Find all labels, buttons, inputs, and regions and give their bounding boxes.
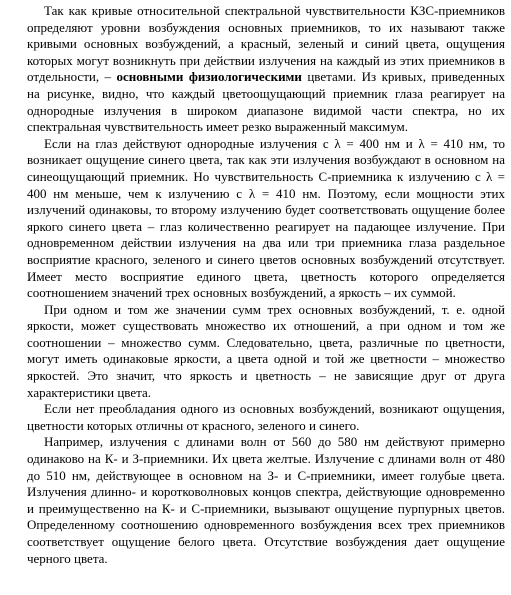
paragraph-1-text-start: Так как кривые относительной спектральной чувствительности КЗС-приемников определяют уровни возбуждения основных приемников, то их называют также кривыми основных возбуждений, а красный, зеленый и синий цвета, ощущения которых могут возникнуть при действии излучения на каждый из этих приемников в отдельности, – bbox=[27, 3, 505, 85]
paragraph-1-text-end: цветами. Из кривых, приведенных на рисунке, видно, что каждый цветоощущающий приемник глаза реагирует на однородные излучения в широком диапазоне видимой части спектра, но их спектральная чувствительность имеет резко выраженный максимум. bbox=[27, 69, 506, 135]
paragraph-2: Если на глаз действуют однородные излучения с λ = 400 нм и λ = 410 нм, то возникает ощущение синего цвета, так как эти излучения возбуждают в основном на синеощущающий приемник. Но чувствительность С-приемника к излучению с λ = 400 нм меньше, чем к излучению с λ = 410 нм. Поэтому, если мощности этих излучений одинаковы, то второму излучению будет соответствовать ощущение более яркого синего цвета – глаз количественно реагирует на падающее излучение. При одновременном действии излучения на два или три приемника глаза раздельное восприятие красного, зеленого и синего цветов основных возбуждений отсутствует. Имеет место восприятие единого цвета, цветность которого определяется соотношением значений трех основных возбуждений, а яркость – их суммой. bbox=[27, 135, 505, 301]
paragraph-1 bbox=[27, 3, 505, 136]
paragraph-5: Например, излучения с длинами волн от 560 до 580 нм действуют примерно одинаково на К- и З-приемники. Их цвета желтые. Излучение с длинами волн от 480 до 510 нм, действующее в основном на З- и С-приемники, имеет голубые цвета. Излучения длинно- и коротковолновых концов спектра, действующие одновременно и преимущественно на К- и С-приемники, вызывают ощущение пурпурных цветов. Определенному соотношению одновременного возбуждения всех трех приемников соответствует ощущение белого цвета. Отсутствие возбуждения дает ощущение черного цвета. bbox=[27, 434, 505, 566]
paragraph-3: При одном и том же значении сумм трех основных возбуждений, т. е. одной яркости, может существовать множество их отношений, а при одном и том же соотношении – множество сумм. Следовательно, цвета, различные по цветности, могут иметь одинаковые яркости, а цвета одной и той же цветности – множество яркостей. Это значит, что яркость и цветность – не зависящие друг от друга характеристики цвета. bbox=[27, 301, 505, 400]
paragraph-4: Если нет преобладания одного из основных возбуждений, возникают ощущения, цветности которых отличны от красного, зеленого и синего. bbox=[27, 401, 505, 433]
paragraph-1-bold-term: основными физиологическими bbox=[116, 69, 302, 85]
